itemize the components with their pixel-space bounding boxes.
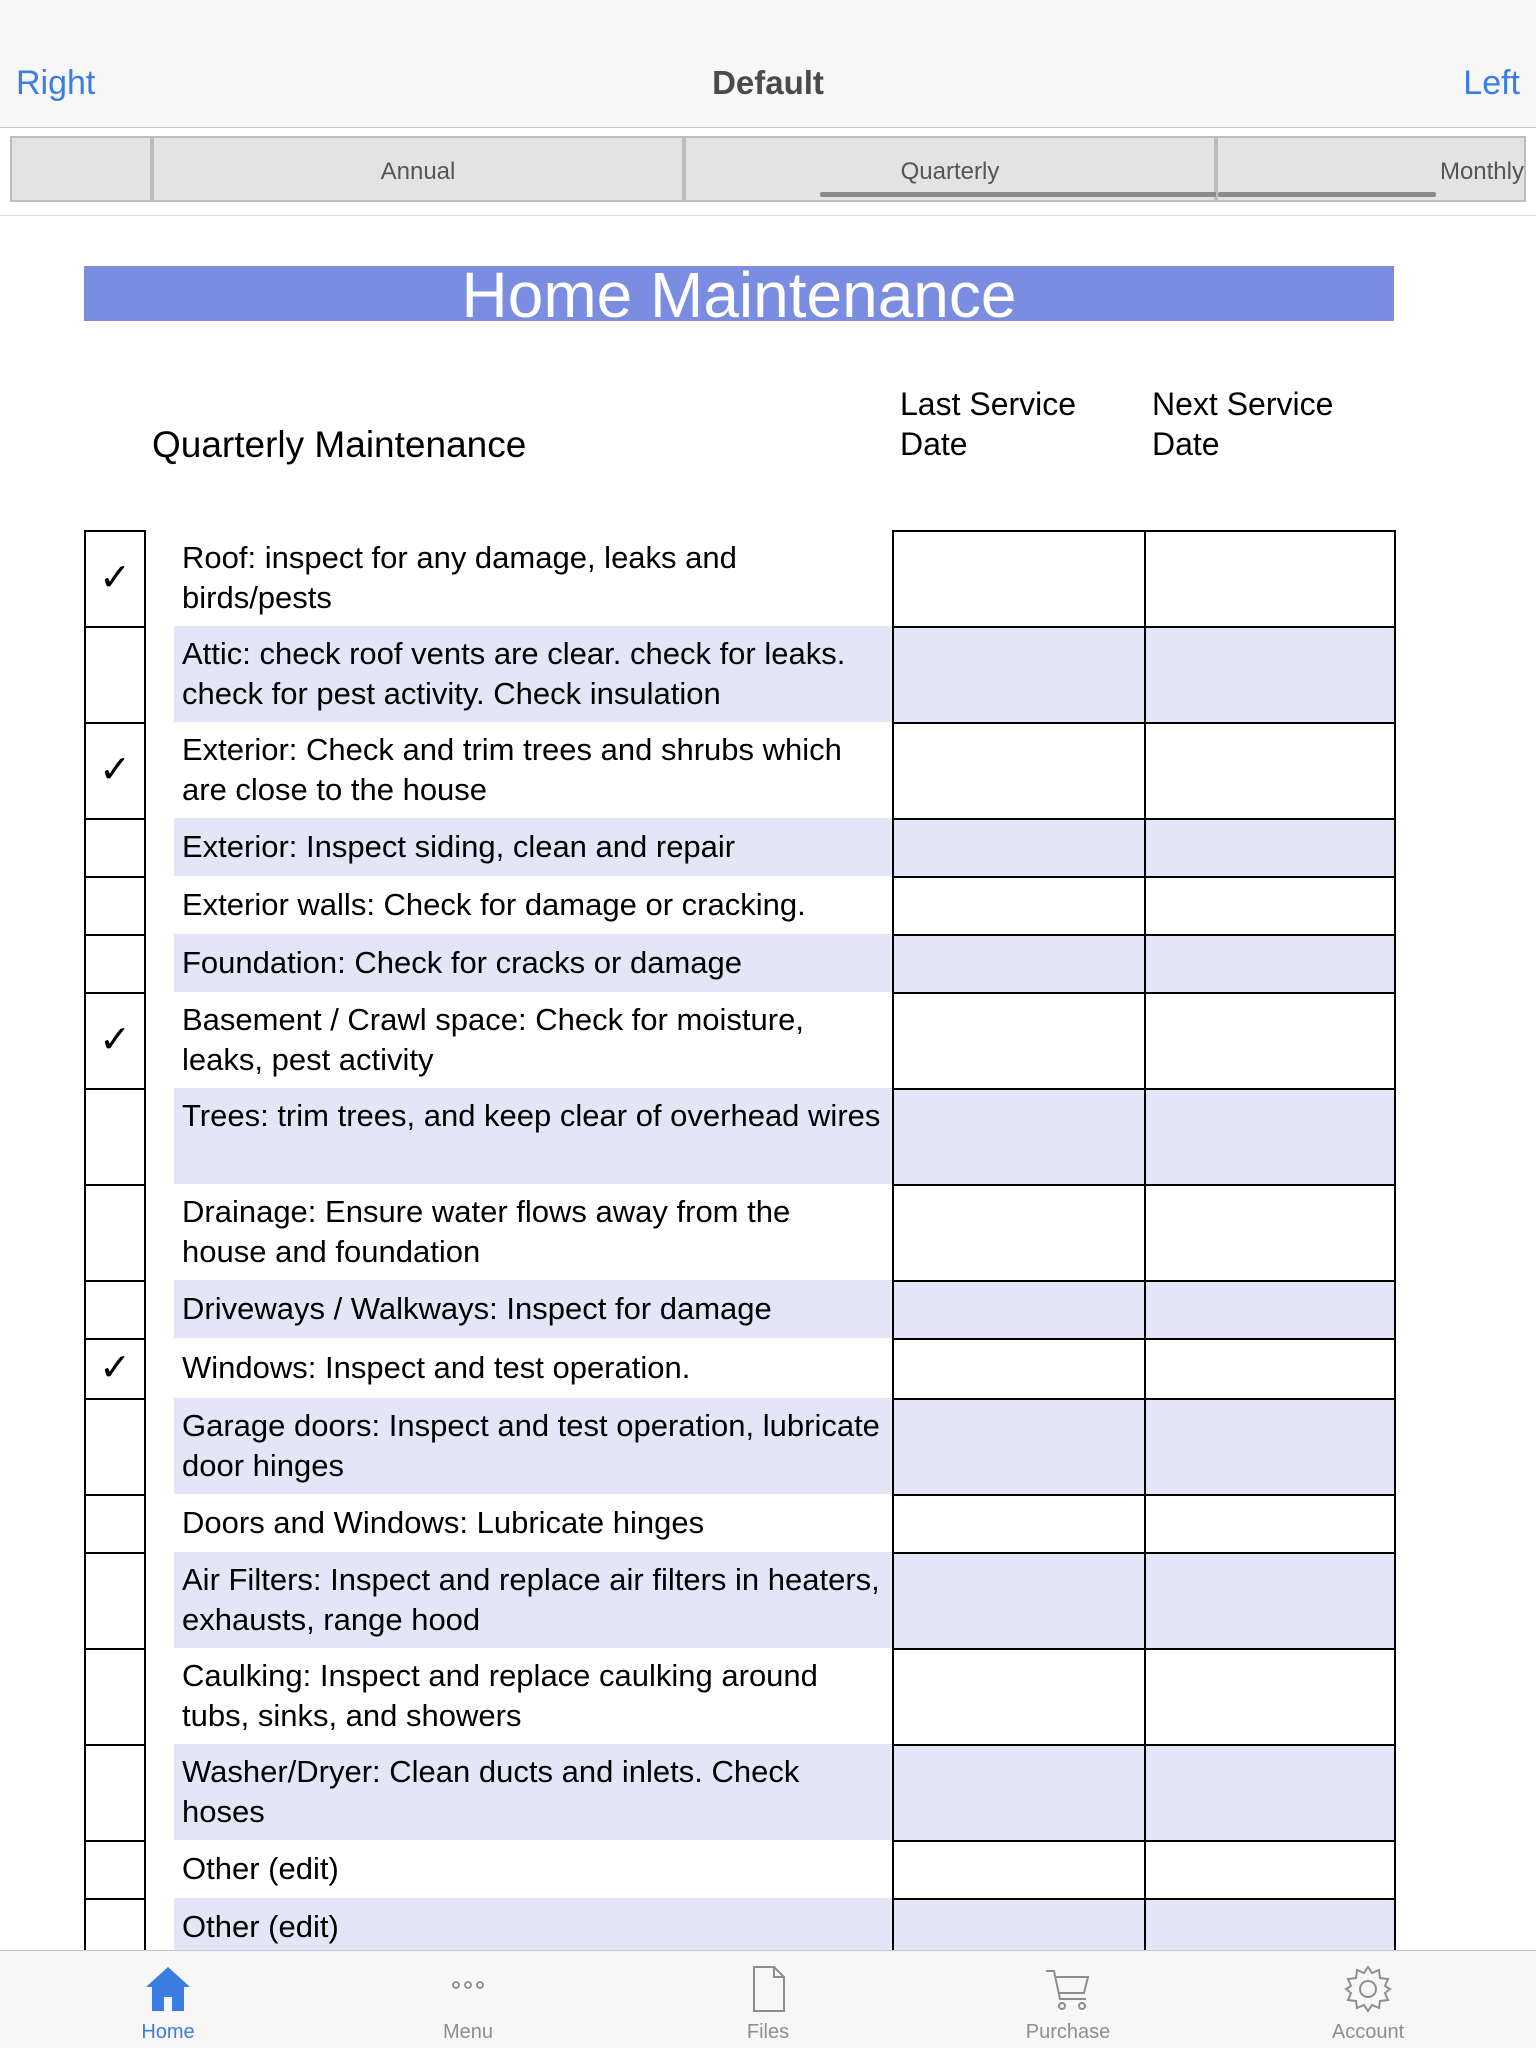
task-description[interactable]: Exterior walls: Check for damage or cracking. [182, 887, 806, 922]
task-checkbox[interactable] [86, 1744, 144, 1840]
segment-tab-bar [0, 128, 1536, 216]
task-description[interactable]: Doors and Windows: Lubricate hinges [182, 1505, 705, 1540]
file-icon [742, 1963, 794, 2015]
column-divider [892, 530, 894, 1950]
task-description[interactable]: Driveways / Walkways: Inspect for damage [182, 1291, 772, 1326]
task-description[interactable]: Garage doors: Inspect and test operation, lubricate door hinges [182, 1408, 880, 1483]
left-button[interactable]: Left [1463, 64, 1520, 102]
next-service-date-cell[interactable] [1146, 1494, 1394, 1552]
task-checkbox[interactable] [86, 934, 144, 992]
last-service-date-cell[interactable] [894, 992, 1144, 1088]
last-service-date-cell[interactable] [894, 1744, 1144, 1840]
next-service-date-cell[interactable] [1146, 1088, 1394, 1184]
right-button[interactable]: Right [16, 64, 96, 102]
last-service-date-cell[interactable] [894, 1184, 1144, 1280]
row-divider [84, 934, 146, 936]
last-service-date-cell[interactable] [894, 1840, 1144, 1898]
last-service-date-header: Last Service Date [900, 386, 1077, 462]
task-description[interactable]: Other (edit) [182, 1909, 339, 1944]
last-service-date-cell[interactable] [894, 1648, 1144, 1744]
row-divider [84, 1648, 146, 1650]
bottom-tab-bar [0, 1950, 1536, 2048]
scroll-indicator [1218, 192, 1436, 197]
home-icon [142, 1963, 194, 2015]
task-description[interactable]: Washer/Dryer: Clean ducts and inlets. Check hoses [182, 1754, 800, 1829]
last-service-date-cell[interactable] [894, 1552, 1144, 1648]
task-checkbox[interactable]: ✓ [99, 749, 131, 791]
task-checkbox[interactable] [86, 1898, 144, 1956]
document-title-banner [84, 259, 1394, 331]
task-checkbox[interactable]: ✓ [99, 1019, 131, 1061]
tab-home-label: Home [141, 2021, 195, 2043]
tab-account-label: Account [1331, 2021, 1405, 2043]
next-service-date-cell[interactable] [1146, 1338, 1394, 1398]
row-divider [84, 1184, 146, 1186]
next-service-date-cell[interactable] [1146, 626, 1394, 722]
next-service-date-cell[interactable] [1146, 1184, 1394, 1280]
tab-home[interactable] [68, 1951, 268, 2049]
row-divider [84, 1398, 146, 1400]
tab-blank[interactable] [10, 136, 152, 202]
row-divider [84, 530, 146, 532]
next-service-date-cell[interactable] [1146, 1552, 1394, 1648]
selected-tab-indicator [820, 192, 1218, 197]
row-divider [84, 1088, 146, 1090]
row-divider [84, 1494, 146, 1496]
tab-menu[interactable] [368, 1951, 568, 2049]
tab-purchase[interactable] [968, 1951, 1168, 2049]
task-description[interactable]: Foundation: Check for cracks or damage [182, 945, 742, 980]
next-service-date-cell[interactable] [1146, 1840, 1394, 1898]
task-description[interactable]: Exterior: Check and trim trees and shrubs which are close to the house [182, 732, 842, 807]
next-service-date-cell[interactable] [1146, 876, 1394, 934]
row-divider [84, 876, 146, 878]
task-checkbox[interactable] [86, 1552, 144, 1648]
row-divider [84, 626, 146, 628]
tab-annual-label: Annual [380, 158, 456, 185]
next-service-date-cell[interactable] [1146, 1898, 1394, 1956]
task-checkbox[interactable] [86, 1494, 144, 1552]
column-divider [144, 530, 146, 1950]
task-checkbox[interactable] [86, 1840, 144, 1898]
next-service-date-header: Next Service Date [1152, 386, 1334, 462]
more-icon [442, 1963, 494, 2015]
row-divider [84, 1338, 146, 1340]
document-title: Home Maintenance [461, 259, 1017, 331]
task-checkbox[interactable] [86, 1398, 144, 1494]
next-service-date-cell[interactable] [1146, 1280, 1394, 1338]
next-service-date-cell[interactable] [1146, 1398, 1394, 1494]
task-description[interactable]: Caulking: Inspect and replace caulking around tubs, sinks, and showers [182, 1658, 818, 1733]
last-service-date-cell[interactable] [894, 818, 1144, 876]
task-description[interactable]: Trees: trim trees, and keep clear of overhead wires [182, 1098, 881, 1133]
task-checkbox[interactable] [86, 1088, 144, 1184]
task-description[interactable]: Other (edit) [182, 1851, 339, 1886]
last-service-date-cell[interactable] [894, 1898, 1144, 1956]
next-service-date-cell[interactable] [1146, 1744, 1394, 1840]
task-checkbox[interactable] [86, 1184, 144, 1280]
task-checkbox[interactable] [86, 626, 144, 722]
next-service-date-cell[interactable] [1146, 992, 1394, 1088]
row-divider [84, 992, 146, 994]
task-description[interactable]: Windows: Inspect and test operation. [182, 1350, 691, 1385]
column-divider [1394, 530, 1396, 1950]
last-service-date-cell[interactable] [894, 1088, 1144, 1184]
next-service-date-cell[interactable] [1146, 722, 1394, 818]
last-service-date-cell[interactable] [894, 1398, 1144, 1494]
tab-menu-label: Menu [442, 2021, 494, 2043]
tab-quarterly[interactable] [684, 136, 1216, 202]
task-checkbox[interactable] [86, 818, 144, 876]
task-checkbox[interactable] [86, 876, 144, 934]
navigation-bar [0, 0, 1536, 128]
column-divider [84, 530, 86, 1950]
row-divider [84, 818, 146, 820]
task-checkbox[interactable] [86, 1280, 144, 1338]
next-service-date-cell[interactable] [1146, 530, 1394, 626]
row-divider [84, 1840, 146, 1842]
tab-files-label: Files [746, 2021, 790, 2043]
last-service-date-cell[interactable] [894, 530, 1144, 626]
tab-annual[interactable] [152, 136, 684, 202]
section-title: Quarterly Maintenance [152, 424, 527, 465]
last-service-date-cell[interactable] [894, 626, 1144, 722]
task-description[interactable]: Drainage: Ensure water flows away from the house and foundation [182, 1194, 791, 1269]
task-checkbox[interactable]: ✓ [99, 557, 131, 599]
tab-account[interactable] [1268, 1951, 1468, 2049]
last-service-date-cell[interactable] [894, 1494, 1144, 1552]
row-divider [84, 1898, 146, 1900]
tab-purchase-label: Purchase [1025, 2021, 1111, 2043]
task-checkbox[interactable] [86, 1648, 144, 1744]
task-checkbox[interactable]: ✓ [99, 1347, 131, 1389]
row-divider [84, 1744, 146, 1746]
last-service-date-cell[interactable] [894, 722, 1144, 818]
task-description[interactable]: Roof: inspect for any damage, leaks and birds/pests [182, 540, 737, 615]
column-divider [1144, 530, 1146, 1950]
tab-monthly[interactable] [1216, 136, 1526, 202]
next-service-date-cell[interactable] [1146, 1648, 1394, 1744]
page-title: Default [712, 64, 824, 101]
task-description[interactable]: Attic: check roof vents are clear. check for leaks. check for pest activity. Check insulation [182, 636, 846, 711]
last-service-date-cell[interactable] [894, 876, 1144, 934]
row-divider [84, 1552, 146, 1554]
task-description[interactable]: Basement / Crawl space: Check for moisture, leaks, pest activity [182, 1002, 804, 1077]
cart-icon [1042, 1963, 1094, 2015]
row-divider [84, 1280, 146, 1282]
next-service-date-cell[interactable] [1146, 818, 1394, 876]
task-description[interactable]: Exterior: Inspect siding, clean and repair [182, 829, 736, 864]
gear-icon [1342, 1963, 1394, 2015]
next-service-date-cell[interactable] [1146, 934, 1394, 992]
last-service-date-cell[interactable] [894, 1338, 1144, 1398]
tab-files[interactable] [668, 1951, 868, 2049]
row-divider [84, 722, 146, 724]
tab-quarterly-label: Quarterly [900, 158, 1000, 185]
last-service-date-cell[interactable] [894, 1280, 1144, 1338]
last-service-date-cell[interactable] [894, 934, 1144, 992]
task-description[interactable]: Air Filters: Inspect and replace air filters in heaters, exhausts, range hood [182, 1562, 880, 1637]
tab-monthly-label: Monthly [1439, 158, 1524, 185]
